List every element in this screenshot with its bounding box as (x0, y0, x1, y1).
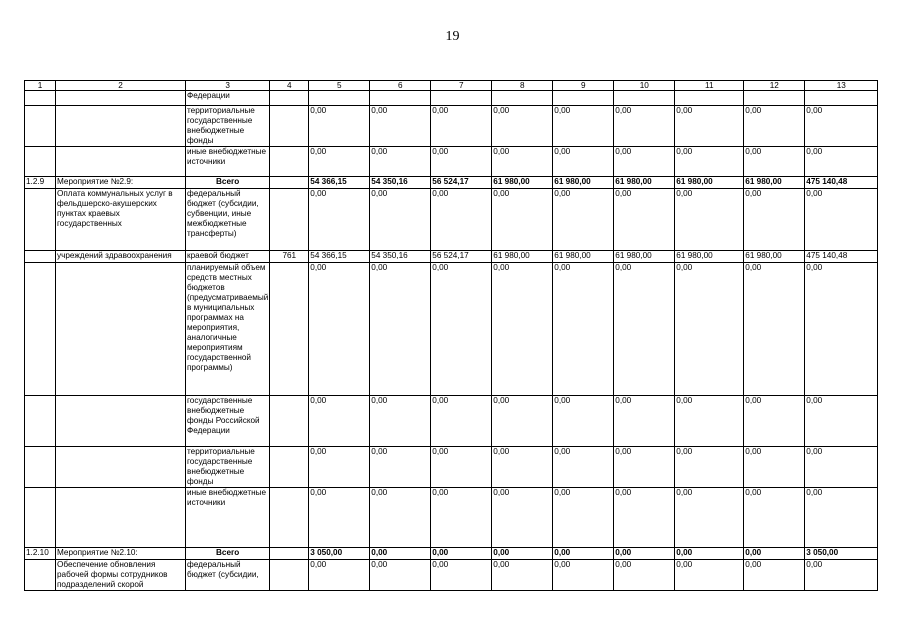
column-header: 8 (492, 81, 553, 91)
amount-cell: 0,00 (370, 106, 431, 147)
amount-cell: 61 980,00 (553, 251, 614, 263)
column-header: 10 (614, 81, 675, 91)
amount-cell: 0,00 (675, 263, 744, 396)
amount-cell: 0,00 (431, 189, 492, 251)
amount-cell: 0,00 (492, 189, 553, 251)
amount-cell: 0,00 (675, 106, 744, 147)
amount-cell: 0,00 (614, 447, 675, 488)
column-header: 4 (270, 81, 309, 91)
table-row (25, 447, 878, 488)
amount-cell: 0,00 (492, 548, 553, 560)
amount-cell: 0,00 (492, 560, 553, 591)
item-number: 1.2.9 (25, 177, 56, 189)
amount-cell: 0,00 (805, 147, 878, 177)
amount-cell: 0,00 (675, 189, 744, 251)
amount-cell: 0,00 (431, 488, 492, 548)
funding-source: иные внебюджетные источники (186, 488, 270, 548)
amount-cell: 0,00 (492, 263, 553, 396)
amount-cell: 0,00 (805, 189, 878, 251)
amount-cell: 0,00 (614, 560, 675, 591)
amount-cell: 0,00 (744, 189, 805, 251)
amount-cell: 0,00 (744, 488, 805, 548)
amount-cell: 0,00 (805, 106, 878, 147)
amount-cell: 0,00 (370, 447, 431, 488)
amount-cell: 0,00 (614, 548, 675, 560)
amount-cell: 54 366,15 (309, 251, 370, 263)
funding-source: территориальные государственные внебюджетные фонды (186, 447, 270, 488)
amount-cell: 0,00 (309, 396, 370, 447)
amount-cell: 0,00 (492, 147, 553, 177)
table-row (25, 106, 878, 147)
amount-cell: 0,00 (744, 147, 805, 177)
amount-cell: 475 140,48 (805, 177, 878, 189)
table-row (25, 147, 878, 177)
funding-source: федеральный бюджет (субсидии, (186, 560, 270, 591)
funding-source: Всего (186, 548, 270, 560)
amount-cell: 3 050,00 (309, 548, 370, 560)
table-row (25, 548, 878, 560)
amount-cell: 0,00 (553, 106, 614, 147)
amount-cell: 0,00 (370, 147, 431, 177)
amount-cell: 0,00 (614, 396, 675, 447)
column-header: 5 (309, 81, 370, 91)
amount-cell: 0,00 (431, 263, 492, 396)
amount-cell: 0,00 (553, 488, 614, 548)
amount-cell: 0,00 (431, 396, 492, 447)
amount-cell: 0,00 (370, 488, 431, 548)
amount-cell: 61 980,00 (553, 177, 614, 189)
amount-cell: 0,00 (553, 263, 614, 396)
amount-cell: 0,00 (675, 396, 744, 447)
item-name: Мероприятие №2.9: (56, 177, 186, 189)
page-number: 19 (445, 29, 460, 44)
table-row (25, 189, 878, 251)
column-header: 2 (56, 81, 186, 91)
table-row (25, 488, 878, 548)
amount-cell: 0,00 (309, 447, 370, 488)
amount-cell: 475 140,48 (805, 251, 878, 263)
item-name: Обеспечение обновления рабочей формы сотрудников подразделений скорой (56, 560, 186, 591)
amount-cell: 0,00 (553, 189, 614, 251)
column-header: 9 (553, 81, 614, 91)
amount-cell: 54 366,15 (309, 177, 370, 189)
amount-cell: 0,00 (675, 488, 744, 548)
amount-cell: 0,00 (370, 189, 431, 251)
item-name: Мероприятие №2.10: (56, 548, 186, 560)
column-header: 6 (370, 81, 431, 91)
amount-cell: 0,00 (614, 263, 675, 396)
amount-cell: 0,00 (309, 106, 370, 147)
amount-cell: 61 980,00 (492, 177, 553, 189)
amount-cell: 0,00 (744, 560, 805, 591)
amount-cell: 0,00 (553, 548, 614, 560)
amount-cell: 0,00 (370, 548, 431, 560)
amount-cell: 0,00 (309, 189, 370, 251)
amount-cell: 0,00 (744, 396, 805, 447)
amount-cell: 0,00 (309, 560, 370, 591)
funding-source: территориальные государственные внебюджетные фонды (186, 106, 270, 147)
amount-cell: 0,00 (309, 488, 370, 548)
amount-cell: 56 524,17 (431, 251, 492, 263)
amount-cell: 61 980,00 (614, 177, 675, 189)
amount-cell: 54 350,16 (370, 251, 431, 263)
amount-cell: 0,00 (431, 106, 492, 147)
table-row (25, 560, 878, 591)
table-row (25, 251, 878, 263)
column-header: 7 (431, 81, 492, 91)
amount-cell: 3 050,00 (805, 548, 878, 560)
amount-cell: 0,00 (614, 106, 675, 147)
column-header-row (25, 81, 878, 91)
amount-cell: 0,00 (492, 447, 553, 488)
amount-cell: 0,00 (431, 548, 492, 560)
amount-cell: 61 980,00 (492, 251, 553, 263)
funding-source: федеральный бюджет (субсидии, субвенции, иные межбюджетные трансферты) (186, 189, 270, 251)
amount-cell: 0,00 (370, 560, 431, 591)
funding-source: государственные внебюджетные фонды Российской Федерации (186, 396, 270, 447)
table-row (25, 91, 878, 106)
table-row (25, 177, 878, 189)
amount-cell: 0,00 (553, 396, 614, 447)
amount-cell: 0,00 (805, 488, 878, 548)
budget-code: 761 (270, 251, 309, 263)
amount-cell: 0,00 (492, 488, 553, 548)
amount-cell: 0,00 (675, 560, 744, 591)
column-header: 3 (186, 81, 270, 91)
column-header: 1 (25, 81, 56, 91)
amount-cell: 0,00 (675, 548, 744, 560)
amount-cell: 0,00 (744, 263, 805, 396)
amount-cell: 0,00 (553, 560, 614, 591)
amount-cell: 0,00 (431, 447, 492, 488)
amount-cell: 0,00 (805, 263, 878, 396)
amount-cell: 0,00 (431, 147, 492, 177)
amount-cell: 0,00 (744, 106, 805, 147)
amount-cell: 0,00 (370, 396, 431, 447)
table-row (25, 263, 878, 396)
table-row (25, 396, 878, 447)
amount-cell: 0,00 (492, 396, 553, 447)
amount-cell: 0,00 (805, 447, 878, 488)
amount-cell: 0,00 (744, 548, 805, 560)
column-header: 11 (675, 81, 744, 91)
amount-cell: 0,00 (553, 447, 614, 488)
amount-cell: 56 524,17 (431, 177, 492, 189)
amount-cell: 61 980,00 (744, 177, 805, 189)
funding-source: иные внебюджетные источники (186, 147, 270, 177)
item-name: учреждений здравоохранения (56, 251, 186, 263)
funding-source: Федерации (186, 91, 270, 106)
amount-cell: 0,00 (614, 488, 675, 548)
amount-cell: 54 350,16 (370, 177, 431, 189)
column-header: 13 (805, 81, 878, 91)
amount-cell: 0,00 (614, 147, 675, 177)
amount-cell: 0,00 (805, 396, 878, 447)
amount-cell: 61 980,00 (675, 177, 744, 189)
amount-cell: 61 980,00 (675, 251, 744, 263)
amount-cell: 0,00 (675, 147, 744, 177)
amount-cell: 0,00 (309, 263, 370, 396)
amount-cell: 0,00 (492, 106, 553, 147)
amount-cell: 0,00 (675, 447, 744, 488)
amount-cell: 0,00 (614, 189, 675, 251)
funding-source: краевой бюджет (186, 251, 270, 263)
amount-cell: 61 980,00 (614, 251, 675, 263)
amount-cell: 0,00 (370, 263, 431, 396)
amount-cell: 61 980,00 (744, 251, 805, 263)
item-number: 1.2.10 (25, 548, 56, 560)
amount-cell: 0,00 (805, 560, 878, 591)
budget-table (24, 80, 878, 591)
amount-cell: 0,00 (309, 147, 370, 177)
amount-cell: 0,00 (744, 447, 805, 488)
amount-cell: 0,00 (553, 147, 614, 177)
column-header: 12 (744, 81, 805, 91)
amount-cell: 0,00 (431, 560, 492, 591)
funding-source: Всего (186, 177, 270, 189)
funding-source: планируемый объем средств местных бюджетов (предусматриваемый в муниципальных программах на мероприятия, аналогичные мероприятиям государственной программы) (186, 263, 270, 396)
item-name: Оплата коммунальных услуг в фельдшерско-акушерских пунктах краевых государственных (56, 189, 186, 251)
